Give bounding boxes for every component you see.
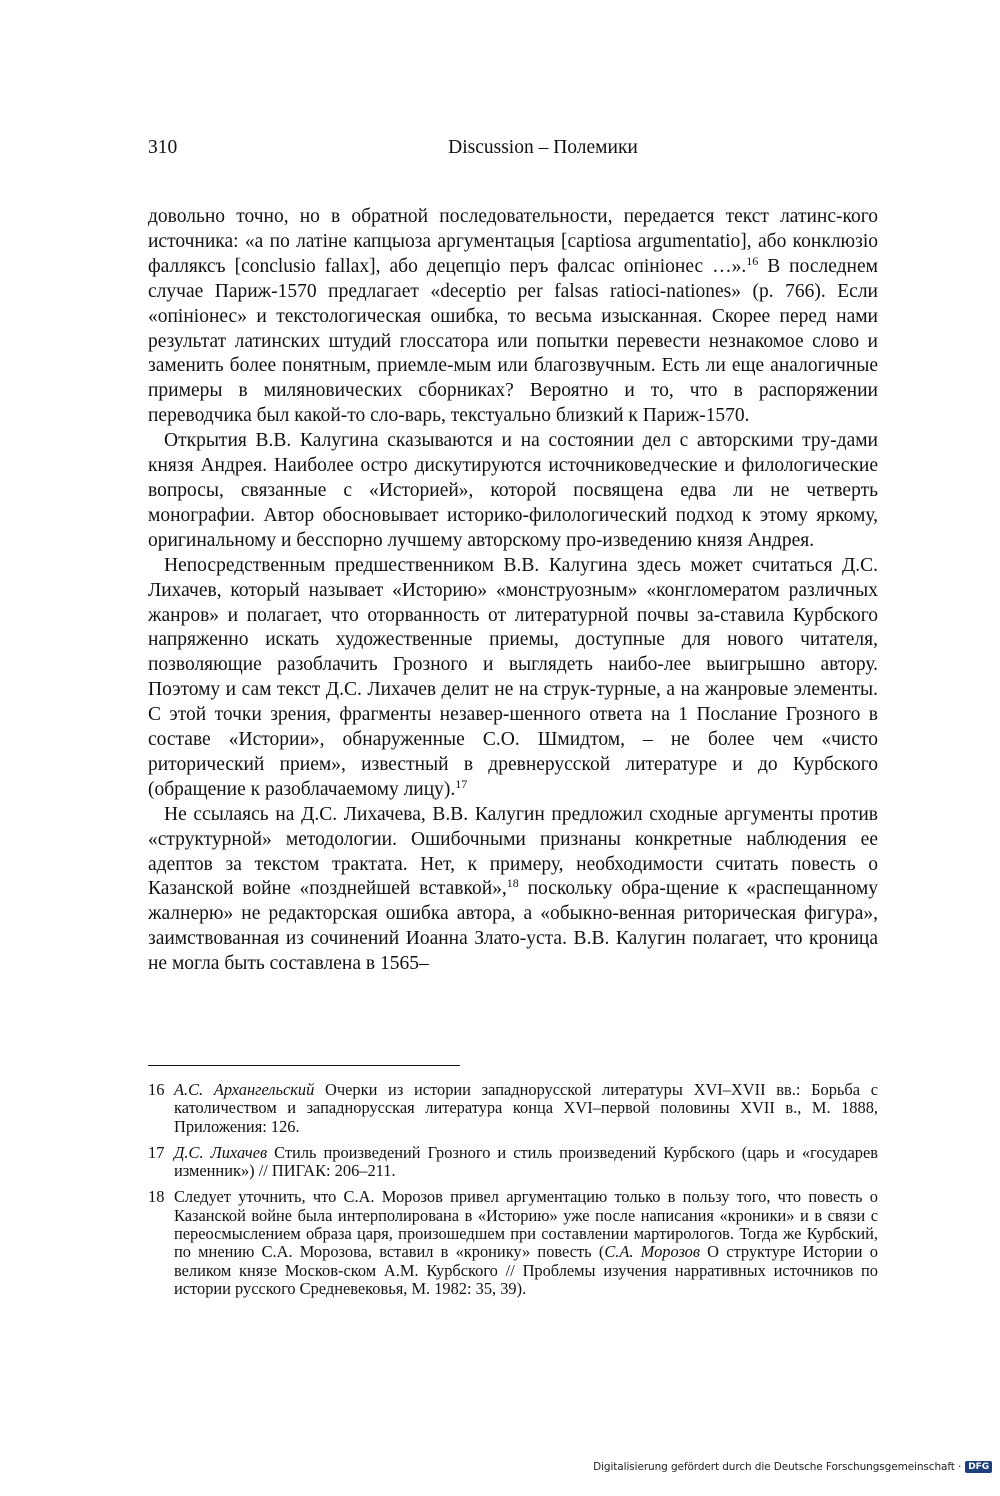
page-header <box>148 137 878 163</box>
text-run: О структуре Истории о великом князе Москов-ском А.М. Курбского // Проблемы изучения нарративных источников по истории русского Средневековья, М. 1982: 35, 39). <box>174 1242 878 1298</box>
paragraph <box>148 205 878 429</box>
main-text <box>148 205 878 977</box>
footnote <box>148 1188 878 1298</box>
text-run: Открытия В.В. Калугина сказываются и на состоянии дел с авторскими тру-дами князя Андрея. Наиболее остро дискутируются источниковедческие и филологические вопросы, связанные с «Историей», которой посвящена едва ли не четверть монографии. Автор обосновывает историко-филологический подход к этому яркому, оригинальному и бесспорно лучшему авторскому про-изведению князя Андрея. <box>148 430 878 551</box>
cited-author: С.А. Морозов <box>604 1242 700 1262</box>
footnote-number: 17 <box>148 1142 165 1162</box>
text-run: довольно точно, но в обратной последовательности, передается текст латинс-кого источника: «а по латіне капцыоза аргументацыя [captiosa argumentatio], або конклюзіо фалляксъ [conclusio fallax], або децепціо перъ фалсас опініонес …». <box>148 206 878 277</box>
paragraph <box>148 429 878 554</box>
paragraph <box>148 554 878 803</box>
footnote-text <box>174 1081 878 1136</box>
text-run: Не ссылаясь на Д.С. Лихачева, В.В. Калугин предложил сходные аргументы против «структурной» методологии. Ошибочными признаны конкретные наблюдения ее адептов за текстом трактата. Нет, к примеру, необходимости считать повесть о Казанской войне «позднейшей вставкой», <box>148 803 878 900</box>
footnote-ref: 17 <box>455 776 468 791</box>
footnote-divider <box>148 1065 460 1066</box>
footnote-ref: 18 <box>506 876 519 891</box>
text-run: Стиль произведений Грозного и стиль произведений Курбского (царь и «государев изменник») // ПИГАК: 206–211. <box>174 1142 878 1181</box>
cited-author: А.С. Архангельский <box>174 1080 315 1099</box>
credit-text: Digitalisierung gefördert durch die Deutsche Forschungsgemeinschaft · <box>593 1461 962 1473</box>
paragraph <box>148 803 878 977</box>
footnote <box>148 1081 878 1136</box>
text-run: Непосредственным предшественником В.В. Калугина здесь может считаться Д.С. Лихачев, который называет «Историю» «монструозным» «конгломератом различных жанров» и полагает, что оторванность от литературной почвы за-ставила Курбского напряженно искать художественные приемы, доступные для нового читателя, позволяющие разоблачить Грозного и выглядеть наибо-лее выигрышно автору. Поэтому и сам текст Д.С. Лихачев делит не на струк-турные, а на жанровые элементы. С этой точки зрения, фрагменты незавер-шенного ответа на 1 Послание Грозного в составе «Истории», обнаруженные С.О. Шмидтом, – не более чем «чисто риторический прием», известный в древнерусской литературе и до Курбского (обращение к разоблачаемому лицу). <box>148 554 878 800</box>
cited-author: Д.С. Лихачев <box>174 1142 268 1162</box>
running-title: Discussion – Полемики <box>448 137 638 158</box>
dfg-logo: DFG <box>965 1461 992 1473</box>
text-run: Следует уточнить, что С.А. Морозов привел аргументацию только в пользу того, что повесть о Казанской войне была интерполирована в «Историю» уже после написания «кроники» и в связи с переосмыслением образа царя, произошедшем при составлении мартирологов. Тогда же Курбский, по мнению С.А. Морозова, вставил в «кронику» повесть ( <box>174 1187 878 1262</box>
text-run: Очерки из истории западнорусской литературы XVI–XVII вв.: Борьба с католичеством и западнорусская литература конца XVI–первой половины XVII в., М. 1888, Приложения: 126. <box>174 1080 878 1136</box>
footnote-text <box>174 1188 878 1298</box>
footnote-text <box>174 1144 878 1181</box>
footnotes <box>148 1081 878 1306</box>
text-run: поскольку обра-щение к «распещанному жалнерю» не редакторская ошибка автора, а «обыкно-венная риторическая фигура», заимствованная из сочинений Иоанна Злато-уста. В.В. Калугин полагает, что кроница не могла быть составлена в 1565– <box>148 878 878 975</box>
footnote <box>148 1144 878 1181</box>
digitization-credit <box>593 1461 992 1473</box>
page-number: 310 <box>148 137 178 158</box>
footnote-number: 18 <box>148 1187 165 1207</box>
footnote-number: 16 <box>148 1080 165 1099</box>
footnote-ref: 16 <box>746 253 759 268</box>
text-run: В последнем случае Париж-1570 предлагает «deceptio per falsas ratioci-nationes» (p. 766). Если «опініонес» и текстологическая ошибка, то весьма изысканная. Скорее перед нами результат латинских штудий глоссатора или попытки перевести незнакомое слово и заменить более понятным, приемле-мым или благозвучным. Есть ли еще аналогичные примеры в миляновических сборниках? Вероятно и то, что в распоряжении переводчика был какой-то сло-варь, текстуально близкий к Париж-1570. <box>148 255 878 427</box>
